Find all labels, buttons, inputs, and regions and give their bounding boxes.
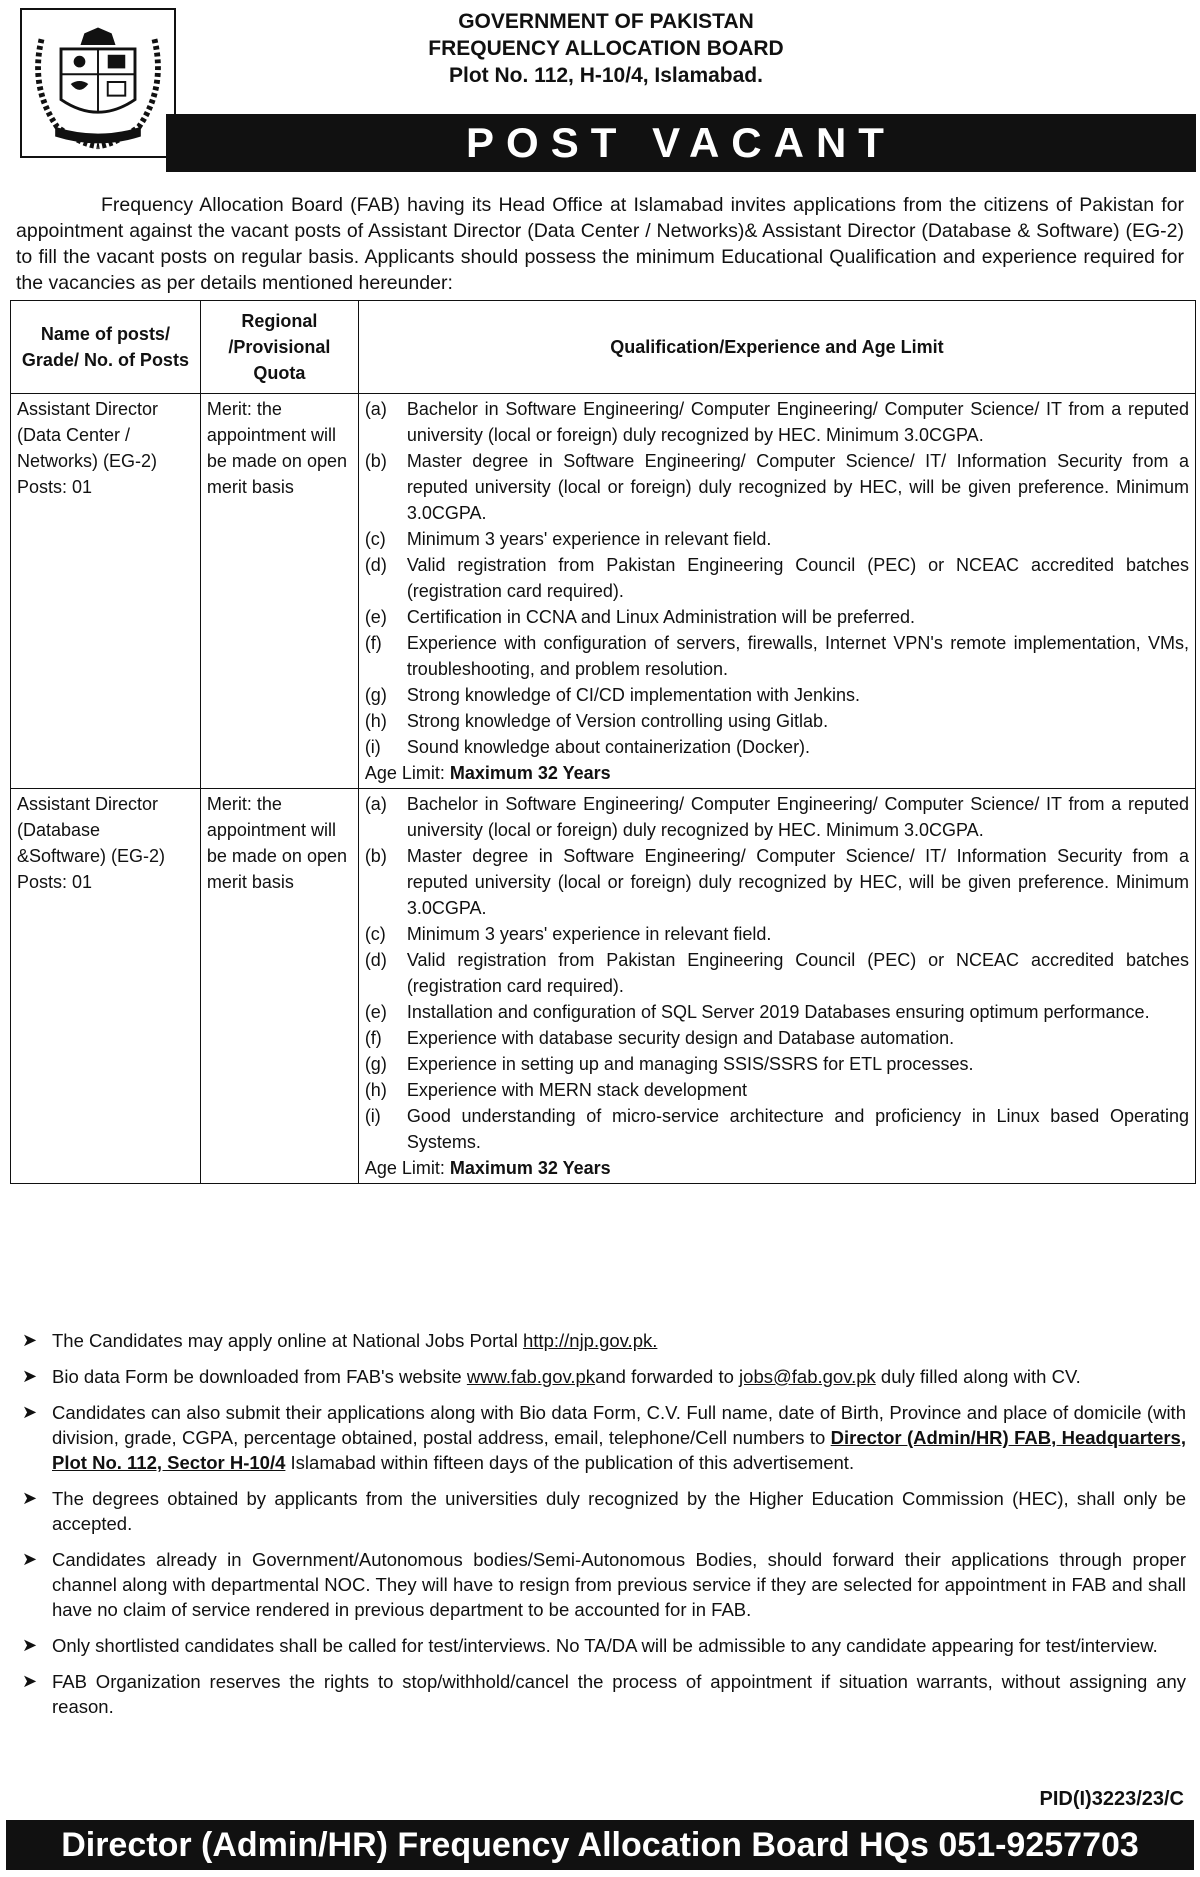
arrow-bullet-icon: ➤ [22,1635,38,1655]
age-limit-label: Age Limit: [364,1158,445,1178]
item-letter: (b) [364,846,387,866]
quota-cell: Merit: the appointment will be made on open merit basis [200,789,358,1184]
qualification-item [365,552,1189,604]
item-text: Bachelor in Software Engineering/ Computer Engineering/ Computer Science/ IT from a reputed university (local or foreign) duly recognized by HEC. Minimum 3.0CGPA. [406,399,1189,445]
item-text: Sound knowledge about containerization (Docker). [406,737,811,757]
note-text: Candidates already in Government/Autonomous bodies/Semi-Autonomous Bodies, should forward their applications through proper channel along with departmental NOC. They will have to resign from previous service if they are selected for appointment in FAB and shall have no claim of service rendered in previous department to be accounted for in FAB. [52,1549,1186,1620]
post-vacant-banner: POST VACANT [166,114,1196,172]
qualification-item [365,630,1189,682]
qualification-item [365,1103,1189,1155]
post-name-cell: Assistant Director (Data Center / Networks) (EG-2) Posts: 01 [11,394,201,789]
list-item [22,1486,1186,1536]
item-text: Experience with database security design and Database automation. [406,1028,955,1048]
qualification-item [365,682,1189,708]
arrow-bullet-icon: ➤ [22,1366,38,1386]
qualification-item [365,843,1189,921]
age-limit [365,1155,1189,1181]
note-text: Only shortlisted candidates shall be called for test/interviews. No TA/DA will be admissible to any candidate appearing for test/interview. [52,1635,1158,1656]
note-fragment: Candidates can also submit their applications along with Bio data Form, C.V. Full name, date of Birth, Province and place of domicile (with division, grade, CGPA, percentage obtained, postal address, email, telephone/Cell numbers to [52,1402,1186,1448]
column-header-qualification: Qualification/Experience and Age Limit [358,301,1195,394]
post-name-cell: Assistant Director (Database &Software) (EG-2) Posts: 01 [11,789,201,1184]
item-text: Good understanding of micro-service architecture and proficiency in Linux based Operating Systems. [406,1106,1189,1152]
qualification-item [365,999,1189,1025]
header-title-block [166,8,1046,89]
qualification-item [365,708,1189,734]
intro-paragraph: Frequency Allocation Board (FAB) having its Head Office at Islamabad invites applications from the citizens of Pakistan for appointment against the vacant posts of Assistant Director (Data Center / Networks)& Assistant Director (Database & Software) (EG-2) to fill the vacant posts on regular basis. Applicants should possess the minimum Educational Qualification and experience required for the vacancies as per details mentioned hereunder: [16,194,1184,294]
item-text: Minimum 3 years' experience in relevant field. [406,924,772,944]
item-letter: (i) [364,737,381,757]
table-header-row [11,301,1196,394]
posts-table [10,300,1196,1184]
item-letter: (f) [364,1028,382,1048]
note-text [52,1328,657,1353]
age-limit [365,760,1189,786]
item-text: Master degree in Software Engineering/ Computer Science/ IT/ Information Security from a reputed university (local or foreign) duly recognized by HEC, will be given preference. Minimum 3.0CGPA. [406,451,1189,523]
submission-address: Director (Admin/HR) FAB, Headquarters, Plot No. 112, Sector H-10/4 [52,1427,1186,1473]
qualification-item [365,791,1189,843]
item-letter: (f) [364,633,382,653]
item-text: Valid registration from Pakistan Engineering Council (PEC) or NCEAC accredited batches (registration card required). [406,950,1189,996]
item-text: Certification in CCNA and Linux Administration will be preferred. [406,607,916,627]
instructions-list [22,1328,1186,1730]
note-fragment: and forwarded to [595,1366,740,1387]
arrow-bullet-icon: ➤ [22,1549,38,1569]
arrow-bullet-icon: ➤ [22,1330,38,1350]
table-row [11,394,1196,789]
note-fragment: Islamabad within fifteen days of the publication of this advertisement. [285,1452,855,1473]
item-letter: (e) [364,607,387,627]
list-item [22,1669,1186,1719]
note-fragment: duly filled along with CV. [875,1366,1081,1387]
list-item [22,1633,1186,1658]
item-text: Experience with MERN stack development [406,1080,747,1100]
arrow-bullet-icon: ➤ [22,1671,38,1691]
qualification-item [365,604,1189,630]
item-text: Experience in setting up and managing SSIS/SSRS for ETL processes. [406,1054,974,1074]
list-item [22,1328,1186,1353]
list-item [22,1364,1186,1389]
jobs-email-link[interactable]: jobs@fab.gov.pk [739,1366,876,1387]
item-text: Strong knowledge of CI/CD implementation with Jenkins. [406,685,861,705]
item-letter: (d) [364,950,387,970]
item-letter: (i) [364,1106,381,1126]
list-item [22,1547,1186,1622]
age-limit-value: Maximum 32 Years [449,763,611,783]
item-text: Experience with configuration of servers, firewalls, Internet VPN's remote implementation, VMs, troubleshooting, and problem resolution. [406,633,1189,679]
table-row [11,789,1196,1184]
qualification-item [365,1025,1189,1051]
item-text: Master degree in Software Engineering/ Computer Science/ IT/ Information Security from a reputed university (local or foreign) duly recognized by HEC, will be given preference. Minimum 3.0CGPA. [406,846,1189,918]
arrow-bullet-icon: ➤ [22,1488,38,1508]
note-text [52,1364,1081,1389]
item-letter: (d) [364,555,387,575]
note-text [52,1400,1186,1475]
item-letter: (c) [364,529,386,549]
footer-contact-banner: Director (Admin/HR) Frequency Allocation Board HQs 051-9257703 [6,1820,1194,1870]
njp-link[interactable]: http://njp.gov.pk. [523,1330,658,1351]
column-header-post: Name of posts/ Grade/ No. of Posts [11,301,201,394]
header-line-board: FREQUENCY ALLOCATION BOARD [428,37,784,60]
note-fragment: Bio data Form be downloaded from FAB's website [52,1366,467,1387]
item-text: Valid registration from Pakistan Engineering Council (PEC) or NCEAC accredited batches (registration card required). [406,555,1189,601]
item-letter: (h) [364,711,387,731]
item-letter: (b) [364,451,387,471]
note-text: The degrees obtained by applicants from the universities duly recognized by the Higher Education Commission (HEC), shall only be accepted. [52,1488,1186,1534]
item-letter: (h) [364,1080,387,1100]
quota-cell: Merit: the appointment will be made on open merit basis [200,394,358,789]
item-text: Bachelor in Software Engineering/ Computer Engineering/ Computer Science/ IT from a reputed university (local or foreign) duly recognized by HEC. Minimum 3.0CGPA. [406,794,1189,840]
header [16,8,1196,168]
qualification-item [365,396,1189,448]
age-limit-label: Age Limit: [364,763,445,783]
qualification-item [365,1077,1189,1103]
pid-number: PID(I)3223/23/C [1039,1788,1184,1810]
item-letter: (e) [364,1002,387,1022]
header-line-address: Plot No. 112, H-10/4, Islamabad. [449,64,763,87]
note-fragment: The Candidates may apply online at National Jobs Portal [52,1330,523,1351]
arrow-bullet-icon: ➤ [22,1402,38,1422]
qualification-item [365,921,1189,947]
item-letter: (c) [364,924,386,944]
item-text: Strong knowledge of Version controlling using Gitlab. [406,711,829,731]
note-text: FAB Organization reserves the rights to stop/withhold/cancel the process of appointment if situation warrants, without assigning any reason. [52,1671,1186,1717]
qualification-cell [358,789,1195,1184]
age-limit-value: Maximum 32 Years [449,1158,611,1178]
qualification-item [365,734,1189,760]
state-emblem-icon [20,8,176,158]
qualification-cell [358,394,1195,789]
item-letter: (a) [364,794,387,814]
item-letter: (g) [364,685,387,705]
item-letter: (g) [364,1054,387,1074]
qualification-item [365,526,1189,552]
item-text: Minimum 3 years' experience in relevant field. [406,529,772,549]
fab-website-link[interactable]: www.fab.gov.pk [466,1366,596,1387]
list-item [22,1400,1186,1475]
item-text: Installation and configuration of SQL Server 2019 Databases ensuring optimum performance. [406,1002,1150,1022]
qualification-item [365,947,1189,999]
item-letter: (a) [364,399,387,419]
column-header-quota: Regional /Provisional Quota [200,301,358,394]
qualification-item [365,448,1189,526]
qualification-item [365,1051,1189,1077]
header-line-government: GOVERNMENT OF PAKISTAN [458,10,754,33]
